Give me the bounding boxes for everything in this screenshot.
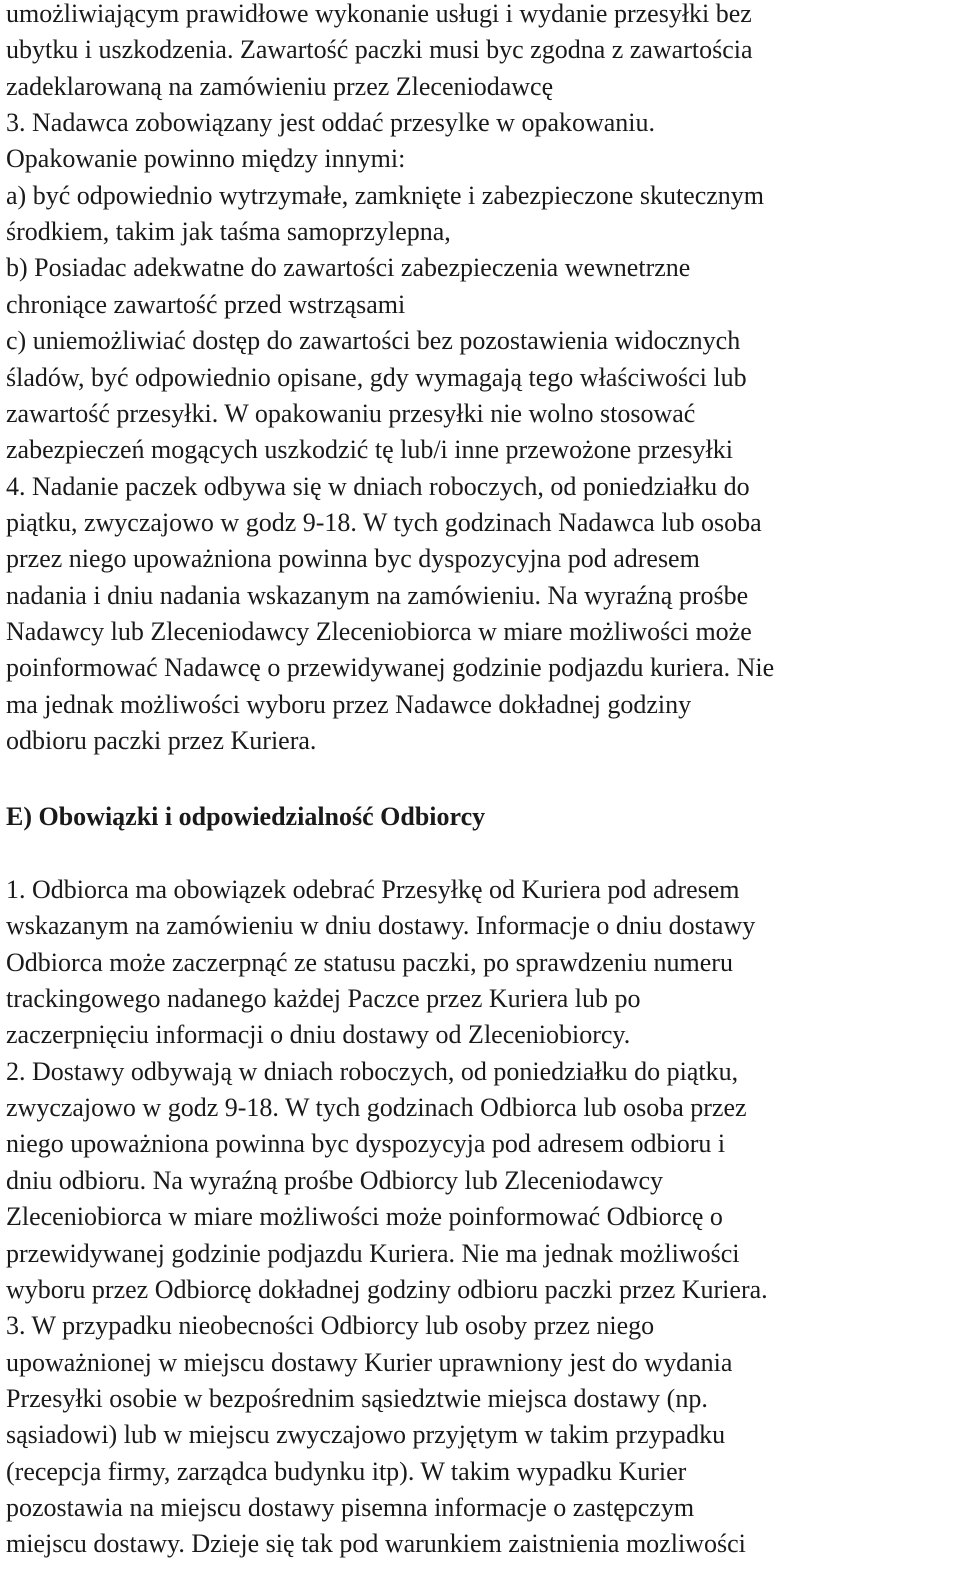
text-line: wyboru przez Odbiorcę dokładnej godziny odbioru paczki przez Kuriera. [6, 1274, 768, 1304]
text-line: 3. Nadawca zobowiązany jest oddać przesylke w opakowaniu. [6, 108, 656, 138]
text-line: odbioru paczki przez Kuriera. [6, 726, 317, 755]
text-line: chroniące zawartość przed wstrząsami [6, 289, 406, 319]
text-line: upoważnionej w miejscu dostawy Kurier uprawniony jest do wydania [6, 1347, 733, 1377]
text-line: zabezpieczeń mogących uszkodzić tę lub/i inne przewożone przesyłki [6, 435, 733, 465]
text-line: środkiem, takim jak taśma samoprzylepna, [6, 217, 451, 247]
section-heading: E) Obowiązki i odpowiedzialność Odbiorcy [6, 802, 486, 831]
text-line: Zleceniobiorca w miare możliwości może poinformować Odbiorcę o [6, 1202, 723, 1232]
text-line: miejscu dostawy. Dzieje się tak pod warunkiem zaistnienia mozliwości [6, 1529, 746, 1559]
text-line: 4. Nadanie paczek odbywa się w dniach roboczych, od poniedziałku do [6, 471, 750, 501]
text-line: trackingowego nadanego każdej Paczce przez Kuriera lub po [6, 984, 641, 1014]
text-line: Opakowanie powinno między innymi: [6, 144, 406, 174]
text-line: (recepcja firmy, zarządca budynku itp). W takim wypadku Kurier [6, 1456, 687, 1486]
text-line: niego upoważniona powinna byc dyspozycyja pod adresem odbioru i [6, 1129, 726, 1159]
text-line: wskazanym na zamówieniu w dniu dostawy. Informacje o dniu dostawy [6, 911, 756, 941]
text-line: Nadawcy lub Zleceniodawcy Zleceniobiorca w miare możliwości może [6, 616, 752, 646]
text-line: 3. W przypadku nieobecności Odbiorcy lub osoby przez niego [6, 1311, 655, 1341]
text-line: Przesyłki osobie w bezpośrednim sąsiedztwie miejsca dostawy (np. [6, 1383, 708, 1413]
text-line: zwyczajowo w godz 9-18. W tych godzinach Odbiorca lub osoba przez [6, 1093, 747, 1123]
text-line: Odbiorca może zaczerpnąć ze statusu paczki, po sprawdzeniu numeru [6, 947, 733, 977]
text-line: sąsiadowi) lub w miejscu zwyczajowo przyjętym w takim przypadku [6, 1420, 726, 1450]
text-line: dniu odbioru. Na wyraźną prośbe Odbiorcy lub Zleceniodawcy [6, 1165, 664, 1195]
text-line: zaczerpnięciu informacji o dniu dostawy od Zleceniobiorcy. [6, 1020, 631, 1050]
text-line: przewidywanej godzinie podjazdu Kuriera. Nie ma jednak możliwości [6, 1238, 740, 1268]
text-line: pozostawia na miejscu dostawy pisemna informacje o zastępczym [6, 1492, 695, 1522]
text-line: b) Posiadac adekwatne do zawartości zabezpieczenia wewnetrzne [6, 253, 691, 283]
text-line: śladów, być odpowiednio opisane, gdy wymagają tego właściwości lub [6, 362, 747, 392]
text-line: zawartość przesyłki. W opakowaniu przesyłki nie wolno stosować [6, 398, 696, 428]
text-line: 1. Odbiorca ma obowiązek odebrać Przesyłkę od Kuriera pod adresem [6, 875, 740, 904]
text-line: piątku, zwyczajowo w godz 9-18. W tych godzinach Nadawca lub osoba [6, 507, 762, 537]
text-line: umożliwiającym prawidłowe wykonanie usługi i wydanie przesyłki bez [6, 0, 752, 28]
text-line: poinformować Nadawcę o przewidywanej godzinie podjazdu kuriera. Nie [6, 653, 775, 683]
text-line: zadeklarowaną na zamówieniu przez Zleceniodawcę [6, 71, 554, 101]
text-line: nadania i dniu nadania wskazanym na zamówieniu. Na wyraźną prośbe [6, 580, 749, 610]
text-line: 2. Dostawy odbywają w dniach roboczych, od poniedziałku do piątku, [6, 1056, 739, 1086]
text-line: a) być odpowiednio wytrzymałe, zamknięte i zabezpieczone skutecznym [6, 180, 765, 210]
text-line: przez niego upoważniona powinna byc dyspozycyjna pod adresem [6, 544, 700, 574]
text-line: ma jednak możliwości wyboru przez Nadawce dokładnej godziny [6, 689, 692, 719]
text-line: ubytku i uszkodzenia. Zawartość paczki musi byc zgodna z zawartościa [6, 35, 753, 65]
text-line: c) uniemożliwiać dostęp do zawartości bez pozostawienia widocznych [6, 326, 741, 356]
